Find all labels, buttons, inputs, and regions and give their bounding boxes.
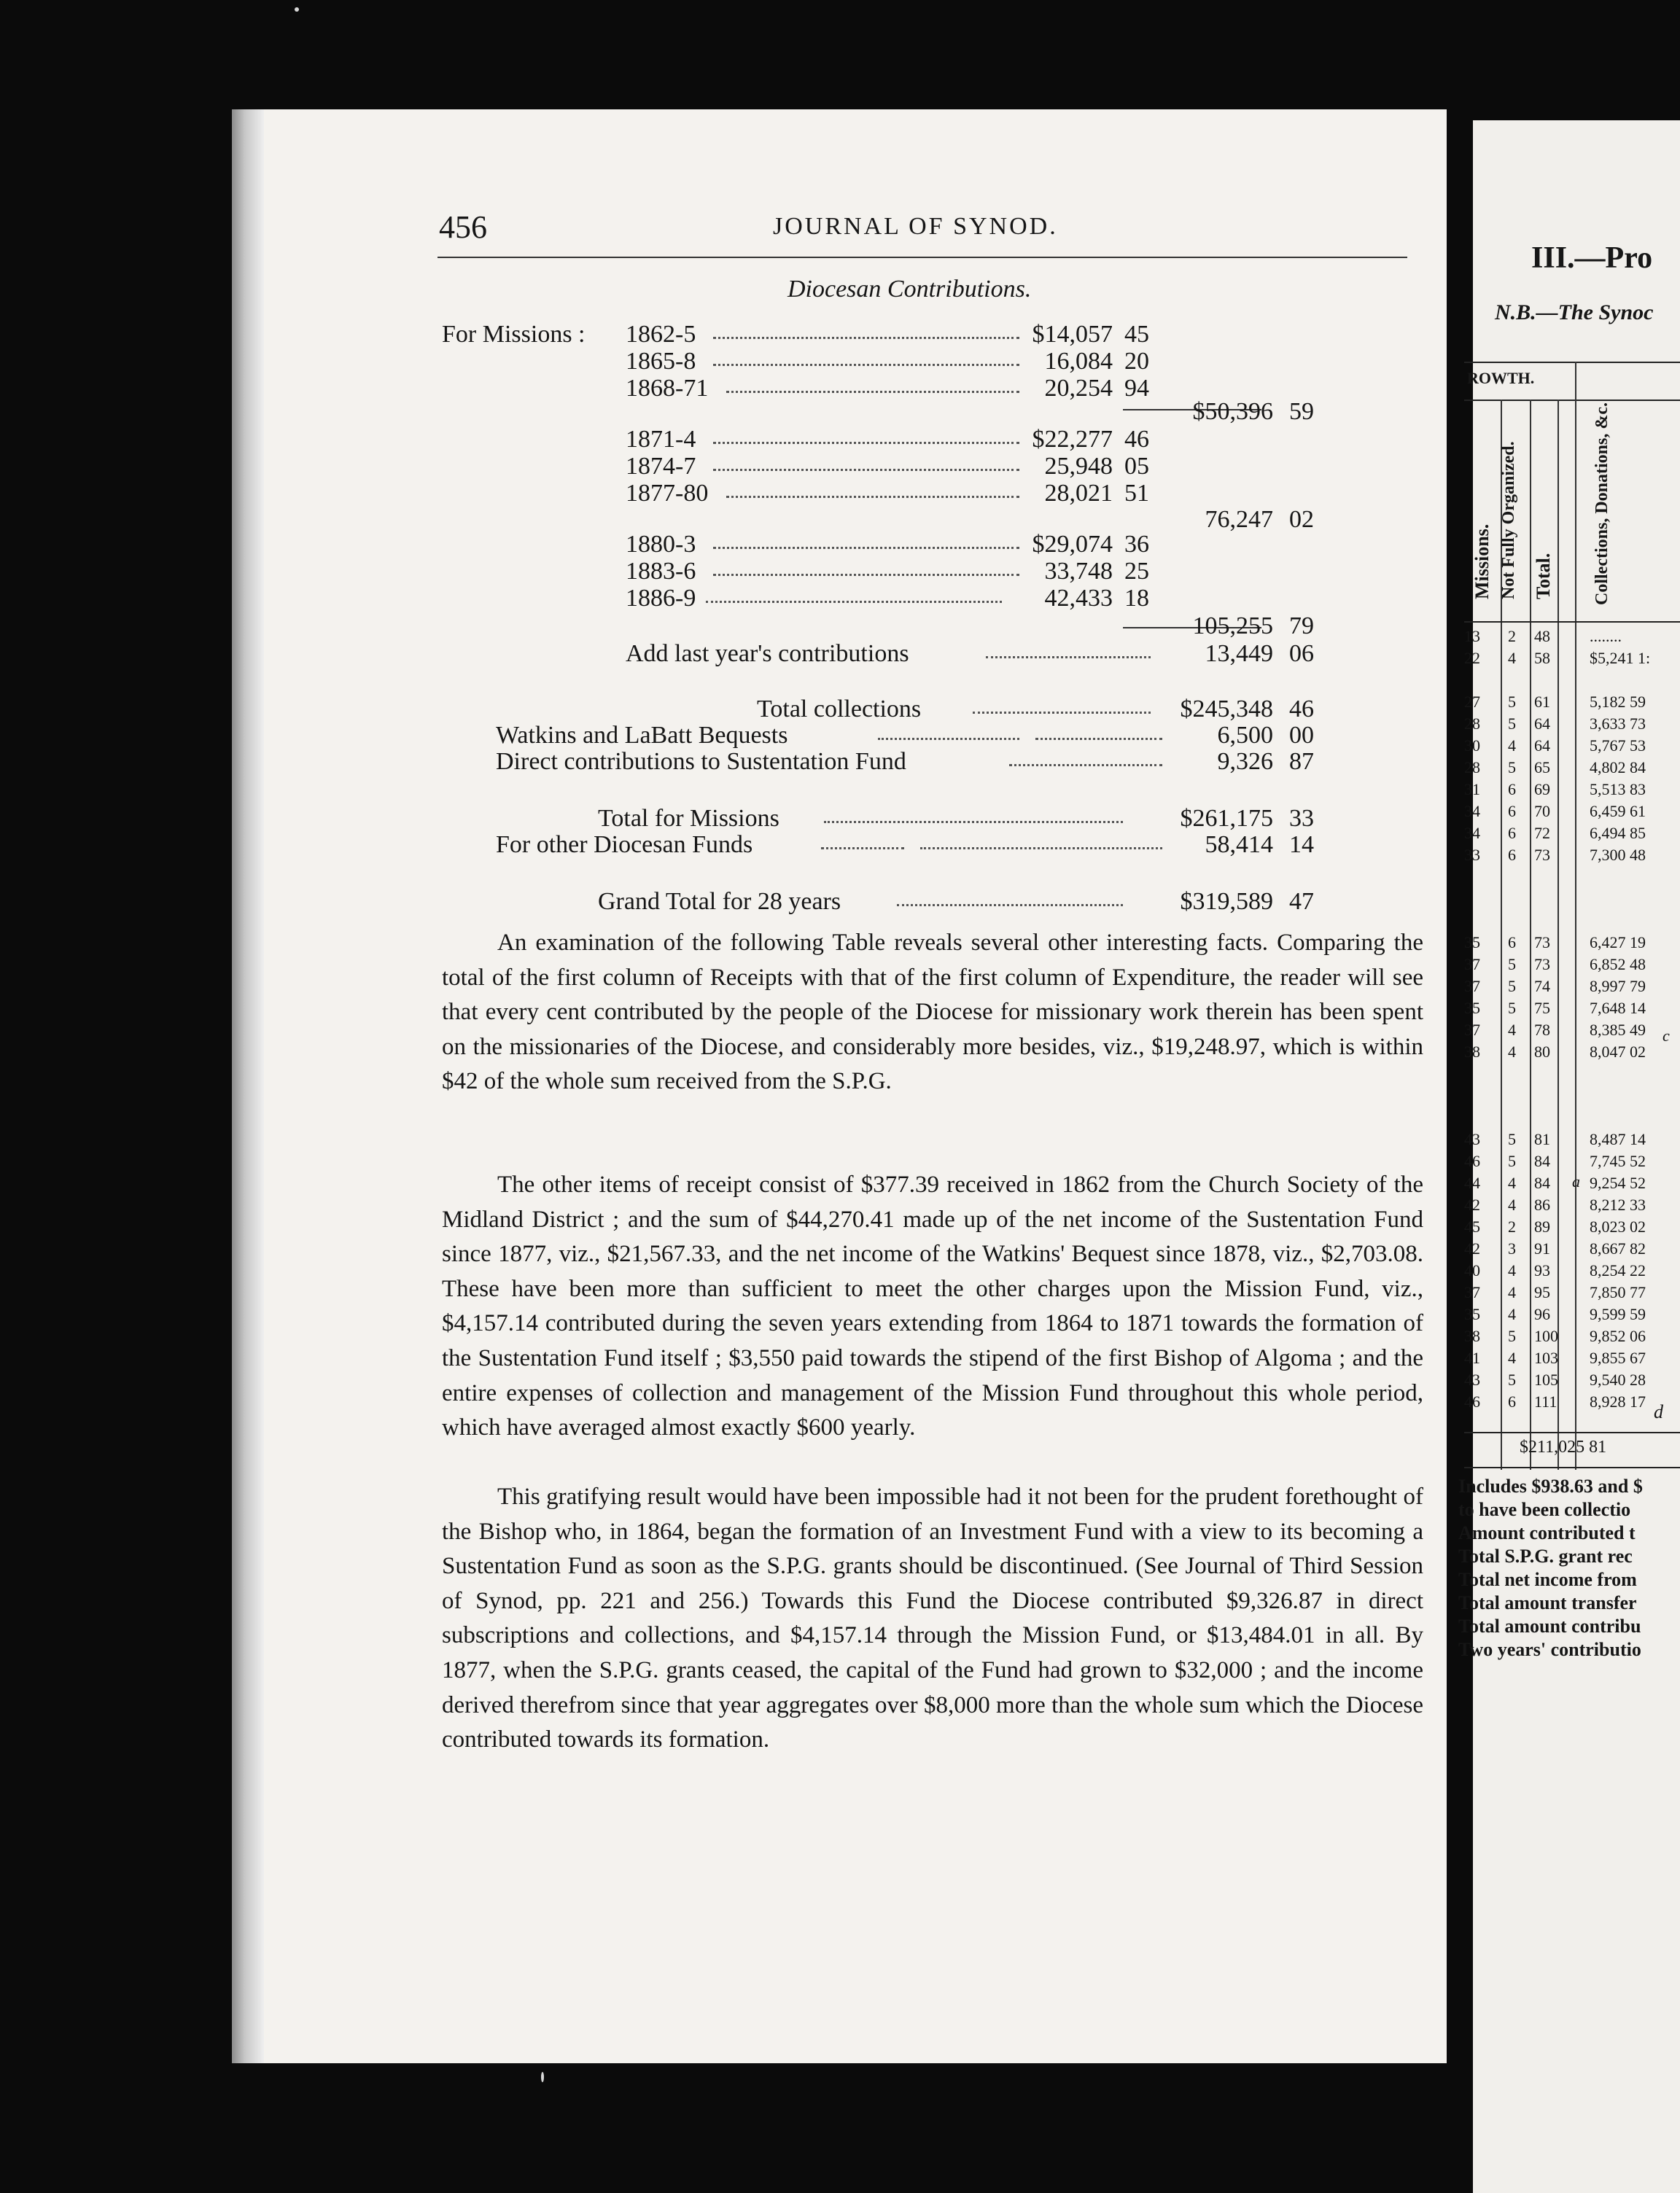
- header-rule: [438, 257, 1407, 258]
- table-bottom-rule: [1464, 1432, 1680, 1433]
- period-amount: $14,057: [1032, 321, 1113, 348]
- dot-leader: [920, 831, 1162, 849]
- period-cents: 46: [1124, 426, 1149, 453]
- other-funds-amount: 58,414: [1205, 831, 1273, 858]
- total-column-header: Total.: [1533, 553, 1554, 599]
- period-cents: 05: [1124, 453, 1149, 480]
- section-subheading: Diocesan Contributions.: [788, 276, 1032, 303]
- missions-column-values: 13 22 27 28 30 28 31 34 34 33 35 37 37 35 37 38 43 46 44 42 45 42 40 37 35 38 41 43 46: [1464, 627, 1480, 1411]
- period-years: 1865-8: [626, 348, 696, 375]
- last-year-label: Add last year's contributions: [626, 640, 909, 667]
- other-funds-label: For other Diocesan Funds: [496, 831, 753, 858]
- watkins-label: Watkins and LaBatt Bequests: [496, 722, 788, 749]
- period-cents: 94: [1124, 375, 1149, 402]
- total-missions-cents: 33: [1289, 805, 1314, 832]
- period-amount: 42,433: [1044, 585, 1113, 612]
- footnote-line: Amount contributed t: [1458, 1522, 1636, 1543]
- subtotal-cents: 02: [1289, 506, 1314, 533]
- grand-total-cents: 47: [1289, 888, 1314, 915]
- footnote-line: to have been collectio: [1458, 1499, 1631, 1520]
- table-end-rule: [1464, 1467, 1680, 1468]
- footnote-line: Total amount transfer: [1458, 1592, 1637, 1613]
- subtotal-amount: 105,255: [1192, 612, 1273, 639]
- period-cents: 36: [1124, 531, 1149, 558]
- table-subheader-rule: [1464, 621, 1680, 623]
- subtotal-cents: 79: [1289, 612, 1314, 639]
- period-amount: 16,084: [1044, 348, 1113, 375]
- period-years: 1880-3: [626, 531, 696, 558]
- period-years: 1886-9: [626, 585, 696, 612]
- grand-total-amount: $319,589: [1180, 888, 1273, 915]
- paragraph: The other items of receipt consist of $377.39 received in 1862 from the Church Society of the Midland District ; and the sum of $44,270.41 made up of the net income of the Sustentation Fund since 1877, viz., $21,567.33, and the net income of the Watkins' Bequest since 1878, viz., $2,703.08. These have been more than sufficient to meet the other charges upon the Mission Fund, viz., $4,157.14 contributed during the seven years extending from 1864 to 1871 towards the formation of the Sustentation Fund itself ; $3,550 paid towards the stipend of the first Bishop of Algoma ; and the entire expenses of collection and management of the Mission Fund throughout this whole period, which have averaged almost exactly $600 yearly.: [442, 1172, 1423, 1441]
- direct-amount: 9,326: [1217, 748, 1273, 775]
- total-collections-amount: $245,348: [1180, 696, 1273, 722]
- total-collections-label: Total collections: [757, 696, 922, 722]
- period-cents: 18: [1124, 585, 1149, 612]
- footnote-line: Includes $938.63 and $: [1458, 1476, 1643, 1497]
- paragraph: An examination of the following Table reveals several other interesting facts. Comparing the total of the first column of Receipts with that of the first column of Expenditure, the reader will see that every cent contributed by the people of the Diocese for missionary work therein has been spent on the missionaries of the Diocese, and considerably more besides, viz., $19,248.97, which is within $42 of the whole sum received from the S.P.G.: [442, 930, 1423, 1095]
- missions-column-header: Missions.: [1471, 523, 1493, 599]
- collections-column-header: Collections, Donations, &c.: [1592, 402, 1611, 605]
- period-years: 1871-4: [626, 426, 696, 453]
- period-years: 1868-71: [626, 375, 709, 402]
- footnote-line: Two years' contributio: [1458, 1639, 1641, 1660]
- footnote-line: Total S.P.G. grant rec: [1458, 1546, 1633, 1567]
- period-cents: 51: [1124, 480, 1149, 507]
- page-number: 456: [439, 209, 487, 245]
- facing-page-note: N.B.—The Synoc: [1495, 300, 1654, 324]
- not-fully-organized-header: Not Fully Organized.: [1499, 441, 1518, 599]
- period-amount: 28,021: [1044, 480, 1113, 507]
- grand-total-label: Grand Total for 28 years: [598, 888, 841, 915]
- column-divider: [1530, 400, 1531, 1470]
- collections-total: $211,025 81: [1520, 1438, 1607, 1457]
- period-amount: $29,074: [1032, 531, 1113, 558]
- growth-header: ROWTH.: [1467, 369, 1535, 387]
- not-fully-column-values: 2 4 5 5 4 5 6 6 6 6 6 5 5 5 4 4 5 5 4 4 2 3 4 4 4 5 4 5 6: [1508, 627, 1516, 1411]
- running-head: JOURNAL OF SYNOD.: [773, 213, 1058, 240]
- direct-cents: 87: [1289, 748, 1314, 775]
- total-collections-cents: 46: [1289, 696, 1314, 722]
- for-missions-label: For Missions :: [442, 321, 586, 348]
- period-amount: $22,277: [1032, 426, 1113, 453]
- subtotal-amount: 76,247: [1205, 506, 1273, 533]
- period-cents: 25: [1124, 558, 1149, 585]
- period-amount: 25,948: [1044, 453, 1113, 480]
- period-cents: 20: [1124, 348, 1149, 375]
- dust-speck: [541, 2072, 544, 2082]
- dot-leader: [878, 722, 1019, 740]
- total-missions-amount: $261,175: [1180, 805, 1273, 832]
- dot-leader: [973, 696, 1151, 714]
- watkins-cents: 00: [1289, 722, 1314, 749]
- column-divider: [1575, 362, 1576, 1470]
- period-cents: 45: [1124, 321, 1149, 348]
- table-top-rule: [1464, 362, 1680, 363]
- facing-page-title: III.—Pro: [1531, 241, 1653, 275]
- direct-label: Direct contributions to Sustentation Fund: [496, 748, 906, 775]
- period-amount: 20,254: [1044, 375, 1113, 402]
- subtotal-cents: 59: [1289, 398, 1314, 425]
- dot-leader: [821, 831, 904, 849]
- dot-leader: [824, 805, 1123, 823]
- last-year-cents: 06: [1289, 640, 1314, 667]
- period-years: 1874-7: [626, 453, 696, 480]
- footnote-marker: a: [1572, 1172, 1580, 1191]
- period-amount: 33,748: [1044, 558, 1113, 585]
- dot-leader: [986, 640, 1151, 658]
- collections-column-values: ........ $5,241 1: 5,182 59 3,633 73 5,767 53 4,802 84 5,513 83 6,459 61 6,494 85 7,300 48 6,427 19 6,852 48 8,997 79 7,648 14 8,385 49 8,047 02 8,487 14 7,745 52 9,254 52 8,212 33 8,023 02 8,667 82 8,254 22 7,850 77 9,599 59 9,852 06 9,855 67 9,540 28 8,928 17: [1590, 627, 1651, 1411]
- page-gutter-shadow: [232, 109, 264, 2063]
- last-year-amount: 13,449: [1205, 640, 1273, 667]
- dust-speck: [295, 7, 299, 12]
- period-years: 1877-80: [626, 480, 709, 507]
- footnote-line: Total net income from: [1458, 1569, 1637, 1590]
- paragraph: This gratifying result would have been impossible had it not been for the prudent forethought of the Bishop who, in 1864, began the formation of an Investment Fund with a view to its becoming a Sustentation Fund as soon as the S.P.G. grants should be discontinued. (See Journal of Third Session of Synod, pp. 221 and 256.) Towards this Fund the Diocese contributed $9,326.87 in direct subscriptions and collections, and $4,157.14 through the Mission Fund, or $13,484.01 in all. By 1877, when the S.P.G. grants ceased, the capital of the Fund had grown to $32,000 ; and the income derived therefrom since that year aggregates over $8,000 more than the whole sum which the Diocese contributed towards its formation.: [442, 1484, 1423, 1753]
- other-funds-cents: 14: [1289, 831, 1314, 858]
- subtotal-amount: $50,396: [1192, 398, 1273, 425]
- footnote-line: Total amount contribu: [1458, 1616, 1641, 1637]
- watkins-amount: 6,500: [1217, 722, 1273, 749]
- dot-leader: [897, 888, 1123, 906]
- footnote-marker: c: [1662, 1027, 1670, 1045]
- footnote-marker: d: [1654, 1401, 1663, 1422]
- total-missions-label: Total for Missions: [598, 805, 779, 832]
- period-years: 1883-6: [626, 558, 696, 585]
- total-column-values: 48 58 61 64 64 65 69 70 72 73 73 73 74 75 78 80 81 84 84 86 89 91 93 95 96 100 103 105 111: [1534, 627, 1558, 1411]
- table-header-rule: [1464, 400, 1680, 401]
- period-years: 1862-5: [626, 321, 696, 348]
